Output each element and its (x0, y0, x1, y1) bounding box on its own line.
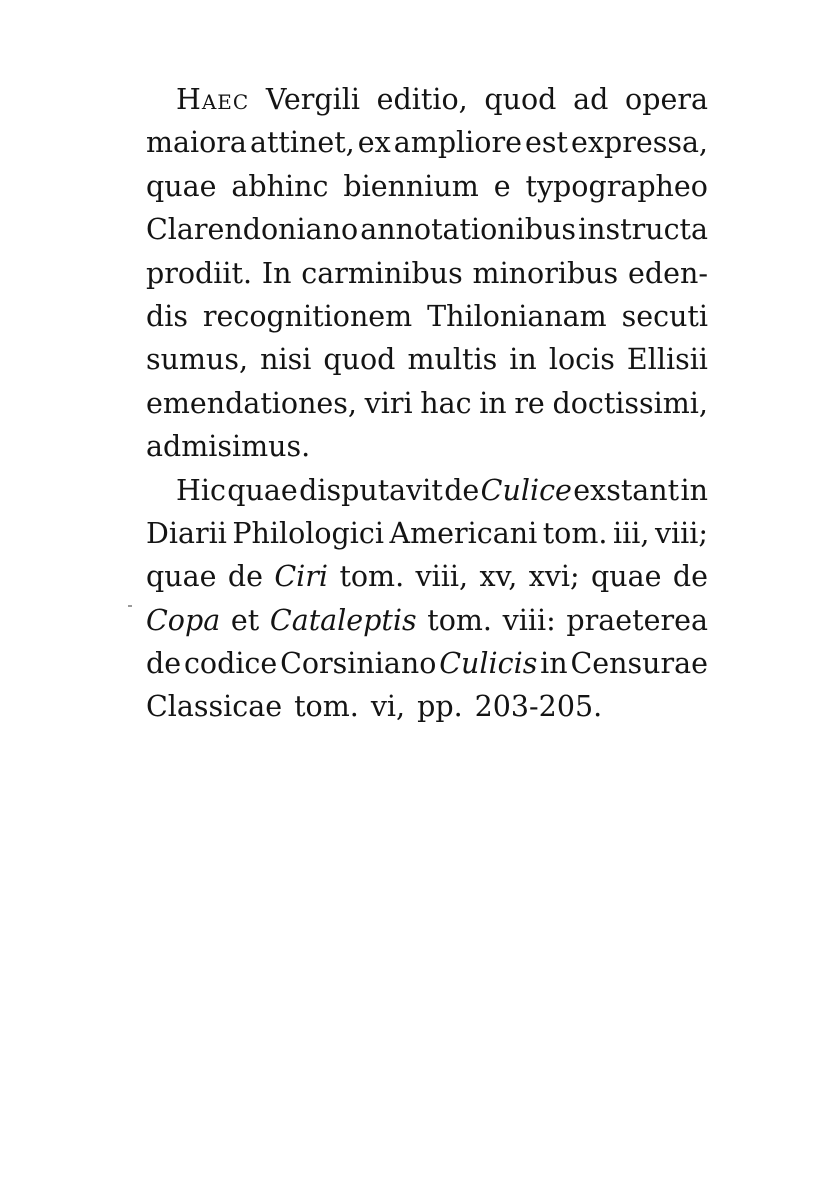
word: Haec (176, 83, 250, 116)
preface-text (146, 78, 708, 729)
word: in (479, 386, 507, 420)
text-line (146, 599, 708, 642)
word: Hic (176, 473, 226, 507)
text-line (146, 165, 708, 208)
word: e (493, 169, 511, 203)
text-line (146, 121, 708, 164)
word: 203-205. (474, 690, 603, 724)
word: quae (227, 473, 298, 507)
word: attinet, (249, 126, 355, 160)
word: ad (573, 83, 609, 116)
word: Vergili (265, 83, 360, 116)
word: Ellisii (626, 343, 708, 377)
text-line (146, 555, 708, 598)
text-line (146, 252, 708, 295)
text-line (146, 208, 708, 251)
word: abhinc (231, 169, 329, 203)
word: ampliore (393, 126, 522, 160)
word: admisimus. (146, 430, 311, 464)
word: quae (146, 169, 217, 203)
word: disputavit (299, 473, 443, 507)
word: Clarendoniano (146, 213, 359, 247)
text-line (146, 685, 708, 728)
word: In (261, 256, 292, 290)
word: quod (323, 343, 396, 377)
word: viri (364, 386, 413, 420)
word: instructa (578, 213, 708, 247)
word: Americani (389, 516, 538, 550)
word: in (540, 647, 568, 681)
word: in (509, 343, 537, 377)
word: editio, (376, 83, 468, 116)
word: emendationes, (146, 386, 357, 420)
word: tom. (294, 690, 359, 724)
word: xvi; (528, 560, 580, 594)
word: prodiit. (146, 256, 253, 290)
word: Censurae (570, 647, 708, 681)
word: recognitionem (202, 299, 413, 333)
word-italic: Ciri (274, 560, 329, 594)
word: quae (146, 560, 217, 594)
word: sumus, (146, 343, 249, 377)
word: in (680, 473, 708, 507)
word: praeterea (566, 603, 708, 637)
word: ex (357, 126, 391, 160)
word: Corsiniano (280, 647, 437, 681)
word: iii, (612, 516, 650, 550)
word-italic: Cataleptis (269, 603, 417, 637)
text-line (146, 512, 708, 555)
word: secuti (621, 299, 708, 333)
word: eden- (628, 256, 708, 290)
word: multis (407, 343, 498, 377)
word: annotationibus (360, 213, 576, 247)
word: biennium (343, 169, 479, 203)
word: de (227, 560, 263, 594)
text-line (146, 382, 708, 425)
word: expressa, (571, 126, 708, 160)
word: pp. (417, 690, 463, 724)
word: Classicae (146, 690, 283, 724)
word: doctissimi, (552, 386, 708, 420)
word-italic: Culicis (439, 647, 538, 681)
word: dis (146, 299, 188, 333)
word: carminibus (301, 256, 463, 290)
word-italic: Culice (480, 473, 572, 507)
word: vi, (370, 690, 406, 724)
word: Philologici (232, 516, 384, 550)
word: typographeo (525, 169, 708, 203)
word-italic: Copa (146, 603, 221, 637)
text-line (146, 642, 708, 685)
word: re (514, 386, 545, 420)
word: de (146, 647, 182, 681)
word: locis (548, 343, 615, 377)
text-line (146, 78, 708, 121)
word: nisi (260, 343, 312, 377)
word: tom. (542, 516, 608, 550)
margin-mark (128, 605, 132, 607)
word: de (444, 473, 480, 507)
word: minoribus (472, 256, 619, 290)
word: et (230, 603, 260, 637)
word: quae (590, 560, 662, 594)
word: est (525, 126, 568, 160)
text-line (146, 469, 708, 512)
word: tom. (427, 603, 492, 637)
word: codice (183, 647, 278, 681)
word: xv, (479, 560, 518, 594)
word: viii, (415, 560, 469, 594)
text-line (146, 295, 708, 338)
word: Thilonianam (427, 299, 607, 333)
text-line (146, 338, 708, 381)
word: de (672, 560, 708, 594)
word: viii: (502, 603, 556, 637)
word: hac (420, 386, 472, 420)
word: exstant (573, 473, 680, 507)
word: opera (625, 83, 708, 116)
word: maiora (146, 126, 247, 160)
word: Diarii (146, 516, 227, 550)
word: tom. (339, 560, 405, 594)
word: quod (484, 83, 557, 116)
word: viii; (654, 516, 708, 550)
text-line (146, 425, 708, 468)
